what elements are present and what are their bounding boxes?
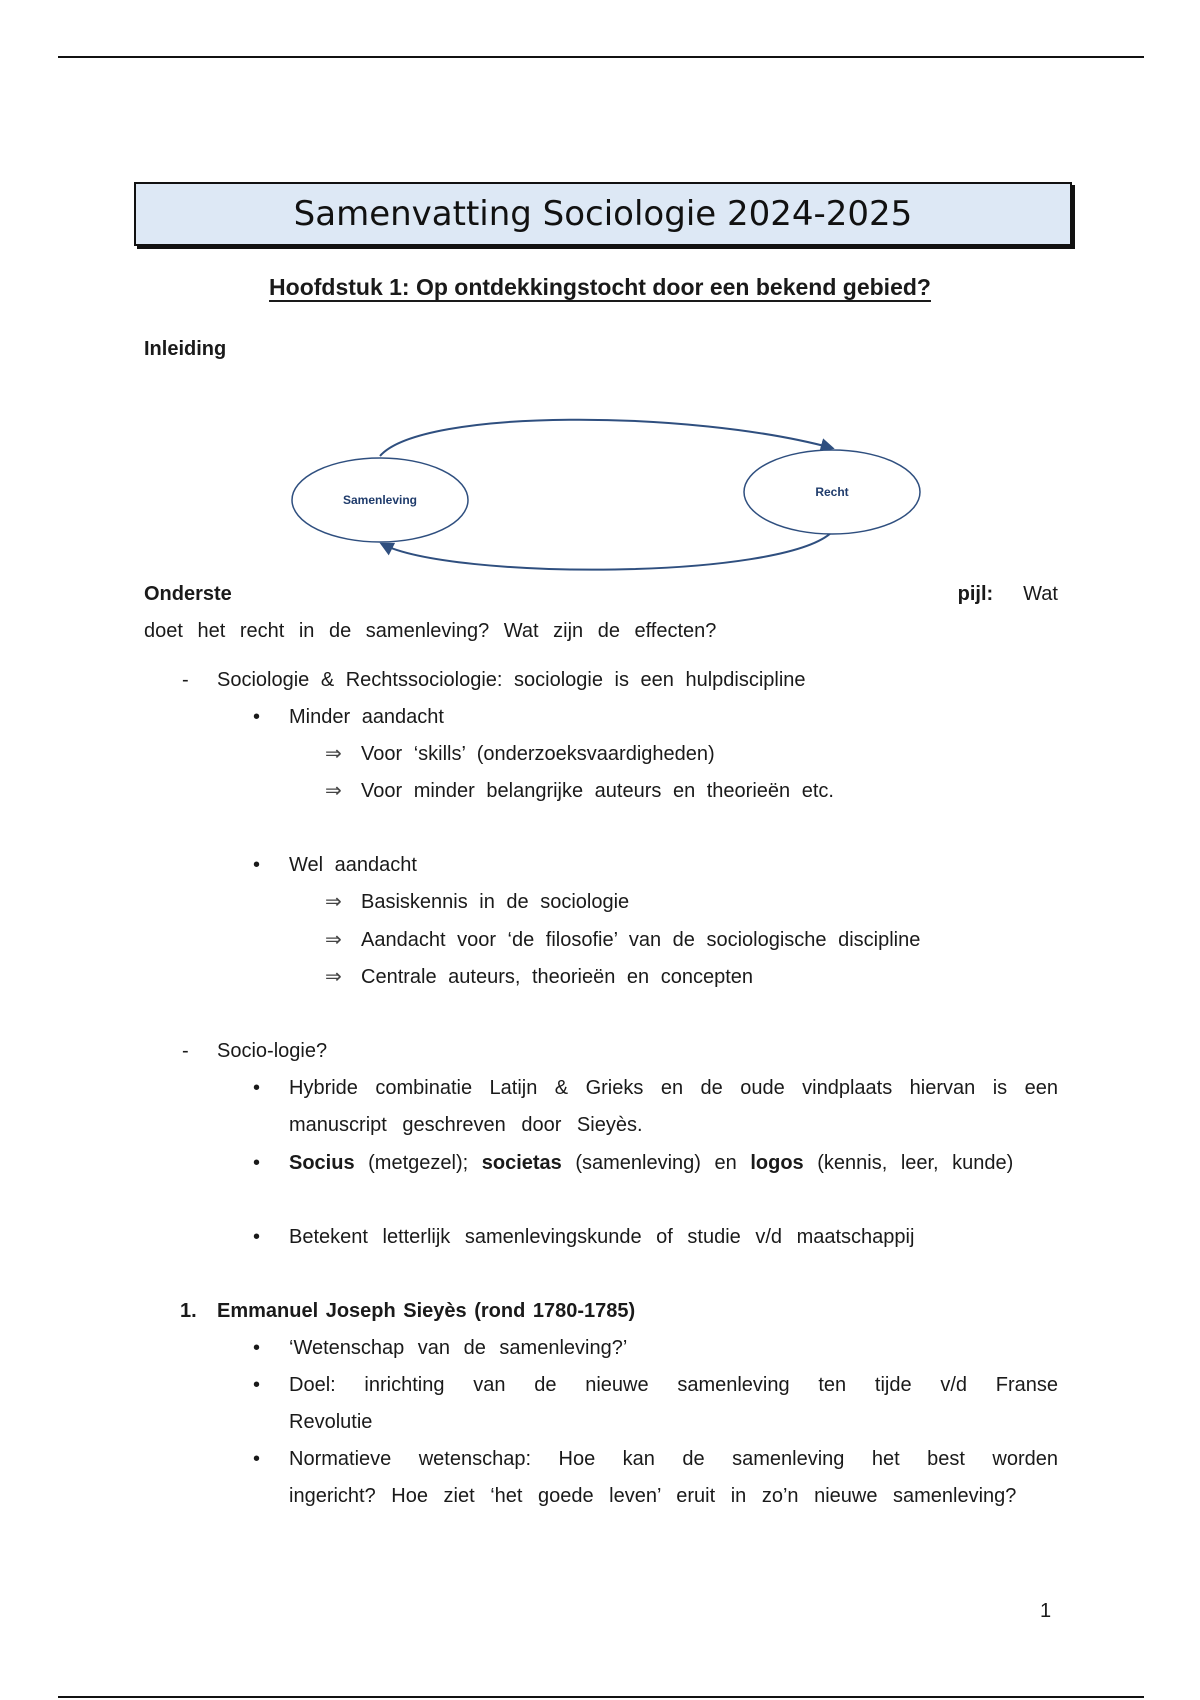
arrow-icon: ⇒	[325, 966, 342, 988]
arrow-icon: ⇒	[325, 929, 342, 951]
document-title-box	[134, 182, 1072, 246]
bullet-icon: •	[253, 1448, 261, 1470]
list1-dash: -	[182, 669, 189, 691]
wel-aandacht-label: Wel aandacht	[289, 854, 417, 876]
wel-sub-2: Aandacht voor ‘de filosofie’ van de sociologische discipline	[361, 929, 921, 951]
intro-line-1	[144, 576, 1058, 613]
wel-sub-3: Centrale auteurs, theorieën en concepten	[361, 966, 754, 988]
bullet-icon: •	[253, 1337, 261, 1359]
intro-word-right: Wat	[1023, 583, 1058, 605]
term-societas-meaning: (samenleving) en	[561, 1152, 751, 1174]
sociologie-bullet-3: Betekent letterlijk samenlevingskunde of studie v/d maatschappij	[289, 1226, 915, 1248]
minder-sub-1: Voor ‘skills’ (onderzoeksvaardigheden)	[361, 743, 715, 765]
bullet-icon: •	[253, 1374, 261, 1396]
term-societas: societas	[481, 1152, 562, 1174]
minder-aandacht-label: Minder aandacht	[289, 706, 444, 728]
term-socius-meaning: (metgezel);	[354, 1152, 482, 1174]
chapter-title: Hoofdstuk 1: Op ontdekkingstocht door een bekend gebied?	[269, 274, 931, 300]
bullet-icon: •	[253, 706, 261, 728]
intro-line-2: doet het recht in de samenleving? Wat zijn de effecten?	[144, 620, 717, 642]
sieyes-bullet-1: ‘Wetenschap van de samenleving?’	[289, 1337, 628, 1359]
samenleving-label: Samenleving	[342, 493, 418, 507]
bottom-rule	[58, 1696, 1144, 1698]
bullet-icon: •	[253, 1226, 261, 1248]
list2-item: Socio-logie?	[217, 1040, 328, 1062]
intro-label-left: Onderste	[144, 583, 232, 605]
bullet-icon: •	[253, 1077, 261, 1099]
list1-item: Sociologie & Rechtssociologie: sociologie is een hulpdiscipline	[217, 669, 806, 691]
intro-line-1-right	[958, 576, 1058, 613]
numbered-item-number: 1.	[180, 1300, 197, 1322]
sociologie-bullet-2	[289, 1145, 1058, 1182]
list2-dash: -	[182, 1040, 189, 1062]
samenleving-recht-diagram	[272, 400, 932, 580]
page-number: 1	[1040, 1600, 1052, 1622]
term-logos: logos	[750, 1152, 804, 1174]
lower-arrow	[382, 532, 832, 570]
chapter-heading	[0, 274, 1200, 301]
sociologie-bullet-1: Hybride combinatie Latijn & Grieks en de oude vindplaats hiervan is een manuscript geschreven door Sieyès.	[289, 1077, 1058, 1136]
bullet-icon: •	[253, 1152, 261, 1174]
recht-label: Recht	[815, 485, 849, 499]
upper-arrow	[380, 420, 832, 456]
bullet-icon: •	[253, 854, 261, 876]
top-rule	[58, 56, 1144, 58]
arrow-icon: ⇒	[325, 891, 342, 913]
term-logos-meaning: (kennis, leer, kunde)	[803, 1152, 1014, 1174]
arrow-icon: ⇒	[325, 780, 342, 802]
term-socius: Socius	[289, 1152, 355, 1174]
minder-sub-2: Voor minder belangrijke auteurs en theorieën etc.	[361, 780, 834, 802]
arrow-icon: ⇒	[325, 743, 342, 765]
wel-sub-1: Basiskennis in de sociologie	[361, 891, 630, 913]
sieyes-bullet-3: Normatieve wetenschap: Hoe kan de samenleving het best worden ingericht? Hoe ziet ‘het goede leven’ eruit in zo’n nieuwe samenleving?	[289, 1448, 1058, 1507]
document-title: Samenvatting Sociologie 2024-2025	[293, 194, 913, 234]
intro-label-right: pijl:	[957, 583, 994, 605]
sieyes-bullet-2: Doel: inrichting van de nieuwe samenleving ten tijde v/d Franse Revolutie	[289, 1374, 1058, 1433]
sieyes-heading: Emmanuel Joseph Sieyès (rond 1780-1785)	[217, 1300, 636, 1322]
section-heading: Inleiding	[144, 338, 227, 360]
